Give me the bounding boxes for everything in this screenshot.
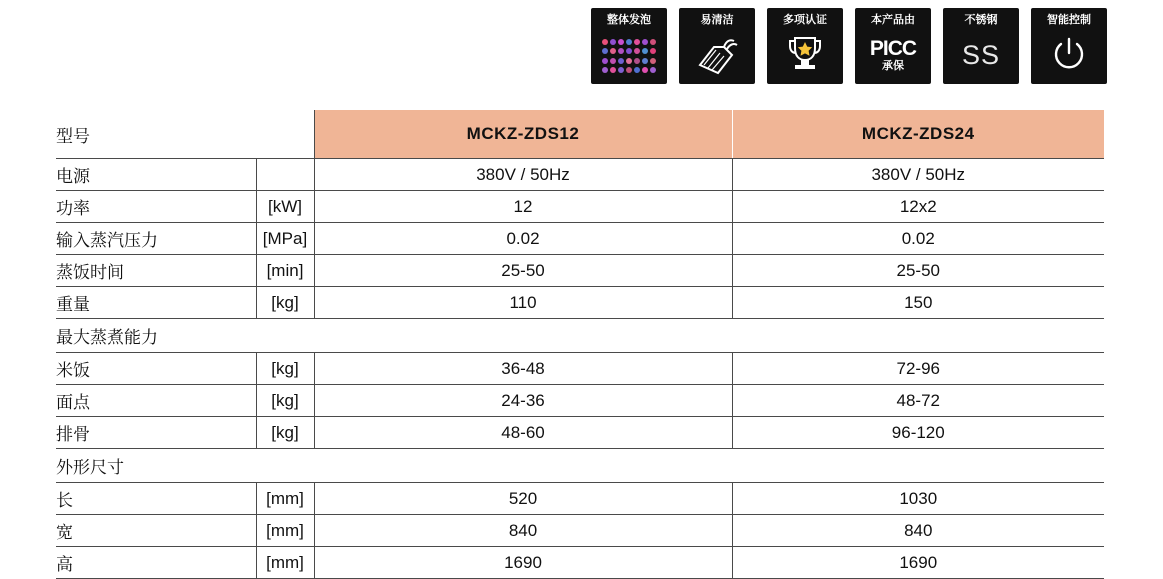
row-label: 排骨 bbox=[56, 417, 256, 449]
row-value-model-1: 1690 bbox=[314, 547, 732, 579]
picc-logo-text: PICC bbox=[869, 36, 917, 60]
row-value-model-2: 72-96 bbox=[732, 353, 1104, 385]
row-value-model-2: 150 bbox=[732, 287, 1104, 319]
row-label: 输入蒸汽压力 bbox=[56, 223, 256, 255]
ss-logo-text: SS bbox=[961, 40, 1001, 70]
specifications-table-wrapper bbox=[56, 110, 1104, 579]
row-value-model-2: 840 bbox=[732, 515, 1104, 547]
section-value-spacer-1 bbox=[314, 319, 732, 353]
badge-picc-insurance-title: 本产品由 bbox=[871, 14, 915, 26]
section-label: 最大蒸煮能力 bbox=[56, 319, 256, 353]
row-unit: [mm] bbox=[256, 515, 314, 547]
badge-stainless-steel-title: 不锈钢 bbox=[964, 14, 998, 26]
table-row bbox=[56, 223, 1104, 255]
section-value-spacer-2 bbox=[732, 449, 1104, 483]
section-header-row bbox=[56, 319, 1104, 353]
row-value-model-2: 96-120 bbox=[732, 417, 1104, 449]
row-unit: [mm] bbox=[256, 547, 314, 579]
cleaning-hand-icon bbox=[679, 26, 755, 84]
row-value-model-2: 48-72 bbox=[732, 385, 1104, 417]
row-value-model-2: 12x2 bbox=[732, 191, 1104, 223]
row-label: 功率 bbox=[56, 191, 256, 223]
row-unit: [MPa] bbox=[256, 223, 314, 255]
row-unit: [mm] bbox=[256, 483, 314, 515]
row-value-model-2: 1690 bbox=[732, 547, 1104, 579]
row-label: 宽 bbox=[56, 515, 256, 547]
badge-easy-clean-title: 易清洁 bbox=[700, 14, 734, 26]
picc-logo-icon bbox=[855, 26, 931, 84]
table-row bbox=[56, 385, 1104, 417]
table-row bbox=[56, 191, 1104, 223]
table-row bbox=[56, 353, 1104, 385]
feature-badges bbox=[591, 8, 1107, 84]
row-value-model-1: 380V / 50Hz bbox=[314, 159, 732, 191]
table-row bbox=[56, 255, 1104, 287]
section-header-row bbox=[56, 449, 1104, 483]
row-label: 长 bbox=[56, 483, 256, 515]
row-unit: [min] bbox=[256, 255, 314, 287]
row-value-model-1: 0.02 bbox=[314, 223, 732, 255]
row-unit: [kg] bbox=[256, 353, 314, 385]
section-value-spacer-1 bbox=[314, 449, 732, 483]
trophy-icon bbox=[767, 26, 843, 84]
section-unit-spacer bbox=[256, 449, 314, 483]
badge-integral-foaming-title: 整体发泡 bbox=[607, 14, 651, 26]
section-value-spacer-2 bbox=[732, 319, 1104, 353]
badge-stainless-steel bbox=[943, 8, 1019, 84]
table-row bbox=[56, 159, 1104, 191]
table-row bbox=[56, 287, 1104, 319]
badge-certifications bbox=[767, 8, 843, 84]
row-unit: [kW] bbox=[256, 191, 314, 223]
row-value-model-1: 520 bbox=[314, 483, 732, 515]
row-value-model-1: 25-50 bbox=[314, 255, 732, 287]
row-label: 电源 bbox=[56, 159, 256, 191]
picc-underwrite-text: 承保 bbox=[882, 59, 904, 72]
badge-easy-clean bbox=[679, 8, 755, 84]
row-value-model-1: 24-36 bbox=[314, 385, 732, 417]
row-value-model-1: 840 bbox=[314, 515, 732, 547]
row-label: 高 bbox=[56, 547, 256, 579]
row-label: 重量 bbox=[56, 287, 256, 319]
row-unit: [kg] bbox=[256, 385, 314, 417]
model-2-header: MCKZ-ZDS24 bbox=[732, 110, 1104, 159]
header-label-cell: 型号 bbox=[56, 110, 256, 159]
section-unit-spacer bbox=[256, 319, 314, 353]
specifications-table bbox=[56, 110, 1104, 579]
row-value-model-2: 25-50 bbox=[732, 255, 1104, 287]
table-row bbox=[56, 483, 1104, 515]
row-label: 面点 bbox=[56, 385, 256, 417]
row-label: 蒸饭时间 bbox=[56, 255, 256, 287]
row-value-model-2: 0.02 bbox=[732, 223, 1104, 255]
row-value-model-2: 380V / 50Hz bbox=[732, 159, 1104, 191]
foam-bubbles-icon bbox=[591, 26, 667, 84]
badge-integral-foaming bbox=[591, 8, 667, 84]
header-unit-cell bbox=[256, 110, 314, 159]
row-label: 米饭 bbox=[56, 353, 256, 385]
badge-certifications-title: 多项认证 bbox=[783, 14, 827, 26]
row-value-model-2: 1030 bbox=[732, 483, 1104, 515]
badge-picc-insurance bbox=[855, 8, 931, 84]
row-value-model-1: 48-60 bbox=[314, 417, 732, 449]
row-unit: [kg] bbox=[256, 417, 314, 449]
table-header-row bbox=[56, 110, 1104, 159]
row-unit bbox=[256, 159, 314, 191]
table-row bbox=[56, 515, 1104, 547]
power-button-icon bbox=[1031, 26, 1107, 84]
row-value-model-1: 36-48 bbox=[314, 353, 732, 385]
table-row bbox=[56, 547, 1104, 579]
table-row bbox=[56, 417, 1104, 449]
model-1-header: MCKZ-ZDS12 bbox=[314, 110, 732, 159]
section-label: 外形尺寸 bbox=[56, 449, 256, 483]
ss-text-icon bbox=[943, 26, 1019, 84]
row-unit: [kg] bbox=[256, 287, 314, 319]
badge-smart-control bbox=[1031, 8, 1107, 84]
row-value-model-1: 110 bbox=[314, 287, 732, 319]
row-value-model-1: 12 bbox=[314, 191, 732, 223]
badge-smart-control-title: 智能控制 bbox=[1047, 14, 1091, 26]
